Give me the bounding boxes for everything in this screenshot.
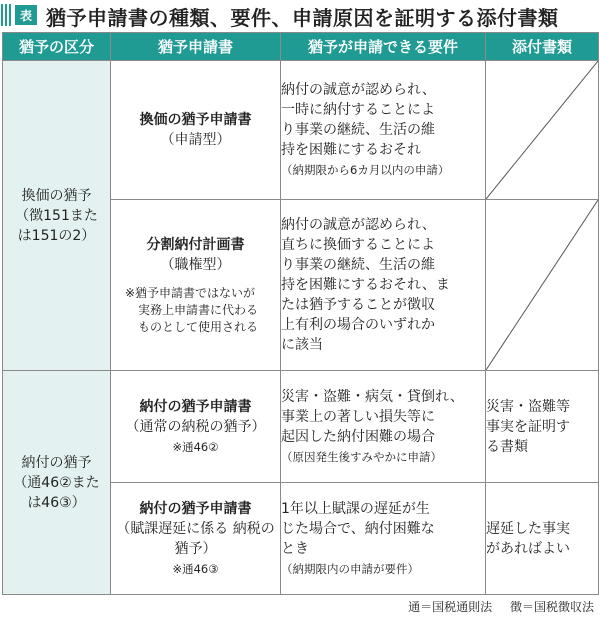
footnote-item: 徴＝国税徴収法 bbox=[509, 600, 594, 614]
attachment-line: があればよい bbox=[486, 540, 570, 557]
requirement-line: とき bbox=[281, 540, 309, 557]
requirement-line: たは猶予することが徴収 bbox=[281, 297, 435, 313]
requirement-line: 納付の誠意が認められ、 bbox=[281, 217, 436, 233]
application-note bbox=[111, 285, 280, 336]
column-header: 猶予が申請できる要件 bbox=[281, 33, 486, 61]
attachment-line: 事実を証明す bbox=[486, 418, 570, 435]
application-title: 換価の猶予申請書 bbox=[139, 112, 252, 128]
application-subtitle: （賦課遅延に係る 納税の猶予） bbox=[116, 520, 275, 557]
category-label: 納付の猶予 bbox=[21, 454, 92, 471]
category-label: （通46②また bbox=[13, 474, 100, 491]
footnote-item: 通＝国税通則法 bbox=[408, 600, 493, 614]
application-subtitle: （申請型） bbox=[160, 132, 231, 148]
attachment-line: 災害・盗難等 bbox=[486, 398, 570, 415]
decorative-bars-icon bbox=[1, 4, 13, 26]
category-label: （徴151また bbox=[15, 207, 98, 224]
requirement-cell bbox=[281, 483, 486, 595]
requirement-line: 一時に納付することによ bbox=[281, 102, 435, 118]
requirement-line: じた場合で、納付困難な bbox=[281, 520, 435, 537]
grace-application-table bbox=[2, 32, 599, 595]
application-title: 納付の猶予申請書 bbox=[139, 500, 252, 517]
attachment-cell bbox=[486, 371, 599, 483]
application-note: ※通46③ bbox=[172, 561, 219, 576]
requirement-line: 起因した納付困難の場合 bbox=[281, 428, 435, 445]
abbreviation-footnote bbox=[394, 598, 594, 615]
requirement-line: 納付の誠意が認められ、 bbox=[281, 82, 436, 98]
application-cell bbox=[111, 483, 281, 595]
requirement-note: （納期限内の申請が要件） bbox=[281, 561, 419, 576]
requirement-line: 持を困難にするおそれ bbox=[281, 142, 421, 158]
category-label: 換価の猶予 bbox=[21, 187, 92, 204]
attachment-cell-empty bbox=[486, 200, 599, 371]
attachment-cell-empty bbox=[486, 61, 599, 200]
attachment-line: 遅延した事実 bbox=[486, 520, 570, 537]
attachment-line: る書類 bbox=[486, 438, 528, 455]
column-header: 猶予の区分 bbox=[3, 33, 111, 61]
attachment-cell bbox=[486, 483, 599, 595]
page-title: 猶予申請書の種類、要件、申請原因を証明する添付書類 bbox=[46, 6, 559, 30]
requirement-note: （納期限から6カ月以内の申請） bbox=[281, 163, 450, 177]
application-subtitle: （職権型） bbox=[160, 256, 231, 273]
application-cell bbox=[111, 200, 281, 371]
requirement-note: （原因発生後すみやかに申請） bbox=[281, 449, 442, 464]
note-line: 実務上申請書に代わる bbox=[138, 302, 259, 317]
column-header: 添付書類 bbox=[486, 33, 599, 61]
requirement-line: 1年以上賦課の遅延が生 bbox=[281, 500, 430, 517]
note-line: ものとして使用される bbox=[138, 319, 259, 334]
application-title: 納付の猶予申請書 bbox=[139, 398, 252, 415]
table-header-bar bbox=[0, 0, 600, 32]
requirement-cell bbox=[281, 61, 486, 200]
application-subtitle: （通常の納税の猶予） bbox=[125, 418, 266, 435]
requirement-cell bbox=[281, 200, 486, 371]
column-header: 猶予申請書 bbox=[111, 33, 281, 61]
requirement-cell bbox=[281, 371, 486, 483]
application-note: ※通46② bbox=[172, 439, 219, 454]
requirement-line: り事業の継続、生活の維 bbox=[281, 122, 435, 138]
requirement-line: 上有利の場合のいずれか bbox=[281, 317, 435, 333]
requirement-line: 災害・盗難・病気・貸倒れ、 bbox=[281, 388, 464, 405]
application-title: 分割納付計画書 bbox=[146, 236, 245, 253]
application-cell bbox=[111, 371, 281, 483]
requirement-line: に該当 bbox=[281, 337, 323, 353]
table-badge: 表 bbox=[15, 5, 37, 25]
table-row bbox=[3, 61, 599, 200]
requirement-line: 持を困難にするおそれ、ま bbox=[281, 277, 450, 293]
category-label: は151の2） bbox=[17, 227, 96, 244]
category-cell bbox=[3, 61, 111, 371]
requirement-line: り事業の継続、生活の維 bbox=[281, 257, 435, 273]
diagonal-slash-icon bbox=[486, 61, 598, 199]
application-cell bbox=[111, 61, 281, 200]
requirement-line: 直ちに換価することによ bbox=[281, 237, 435, 253]
requirement-line: 事業上の著しい損失等に bbox=[281, 408, 435, 425]
table-row bbox=[3, 371, 599, 483]
category-label: は46③） bbox=[27, 494, 86, 511]
note-line: ※猶予申請書ではないが bbox=[125, 285, 256, 300]
diagonal-slash-icon bbox=[486, 200, 598, 370]
table-header-row bbox=[3, 33, 599, 61]
category-cell bbox=[3, 371, 111, 595]
